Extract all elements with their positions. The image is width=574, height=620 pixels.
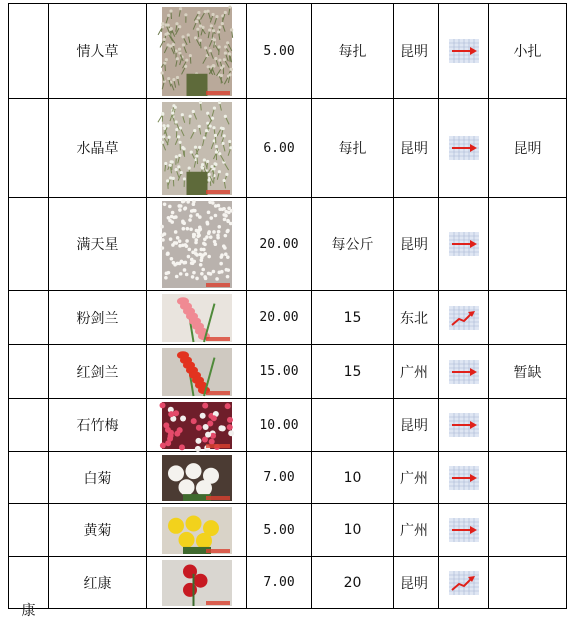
note: 昆明 <box>489 99 567 198</box>
flower-photo-cell <box>147 198 247 291</box>
price: 20.00 <box>247 198 312 291</box>
flower-price-table <box>8 3 567 609</box>
trend-cell <box>439 291 489 345</box>
category-cell <box>9 399 49 452</box>
trend-flat-icon <box>449 360 479 384</box>
flower-name: 满天星 <box>49 198 147 291</box>
trend-cell <box>439 99 489 198</box>
trend-cell <box>439 452 489 504</box>
note: 暂缺 <box>489 345 567 399</box>
flower-name: 黄菊 <box>49 504 147 557</box>
note <box>489 557 567 609</box>
price: 7.00 <box>247 557 312 609</box>
flower-name: 白菊 <box>49 452 147 504</box>
category-cell <box>9 198 49 291</box>
trend-cell <box>439 504 489 557</box>
note <box>489 399 567 452</box>
category-cell <box>9 452 49 504</box>
trend-cell <box>439 557 489 609</box>
flower-photo-cell <box>147 4 247 99</box>
unit: 15 <box>312 345 394 399</box>
origin: 昆明 <box>394 399 439 452</box>
flower-photo <box>162 348 232 396</box>
unit: 10 <box>312 452 394 504</box>
flower-name: 粉剑兰 <box>49 291 147 345</box>
unit: 每扎 <box>312 4 394 99</box>
unit: 20 <box>312 557 394 609</box>
trend-flat-icon <box>449 232 479 256</box>
flower-name: 水晶草 <box>49 99 147 198</box>
trend-cell <box>439 345 489 399</box>
origin: 昆明 <box>394 4 439 99</box>
origin: 昆明 <box>394 557 439 609</box>
origin: 广州 <box>394 452 439 504</box>
price: 10.00 <box>247 399 312 452</box>
table-row <box>9 198 567 291</box>
unit: 15 <box>312 291 394 345</box>
price: 5.00 <box>247 504 312 557</box>
flower-photo <box>162 402 232 449</box>
price: 20.00 <box>247 291 312 345</box>
category-cell <box>9 557 49 609</box>
table-row <box>9 452 567 504</box>
unit: 每公斤 <box>312 198 394 291</box>
price: 6.00 <box>247 99 312 198</box>
price: 15.00 <box>247 345 312 399</box>
trend-flat-icon <box>449 136 479 160</box>
flower-photo <box>162 7 232 96</box>
price: 5.00 <box>247 4 312 99</box>
flower-photo-cell <box>147 399 247 452</box>
origin: 昆明 <box>394 99 439 198</box>
flower-name: 石竹梅 <box>49 399 147 452</box>
origin: 昆明 <box>394 198 439 291</box>
note <box>489 198 567 291</box>
trend-flat-icon <box>449 466 479 490</box>
category-label: 康 <box>9 600 48 620</box>
trend-flat-icon <box>449 39 479 63</box>
category-cell <box>9 345 49 399</box>
category-cell <box>9 4 49 99</box>
flower-photo <box>162 560 232 606</box>
trend-cell <box>439 399 489 452</box>
table-row <box>9 4 567 99</box>
trend-cell <box>439 4 489 99</box>
trend-up-icon <box>449 306 479 330</box>
flower-photo <box>162 294 232 342</box>
table-row <box>9 345 567 399</box>
origin: 东北 <box>394 291 439 345</box>
flower-name: 红剑兰 <box>49 345 147 399</box>
flower-name: 情人草 <box>49 4 147 99</box>
flower-photo-cell <box>147 345 247 399</box>
table-row <box>9 99 567 198</box>
origin: 广州 <box>394 504 439 557</box>
table-row <box>9 504 567 557</box>
table-row <box>9 291 567 345</box>
trend-up-icon <box>449 571 479 595</box>
category-cell <box>9 504 49 557</box>
flower-photo <box>162 201 232 288</box>
category-cell <box>9 291 49 345</box>
price: 7.00 <box>247 452 312 504</box>
flower-photo-cell <box>147 452 247 504</box>
flower-photo-cell <box>147 504 247 557</box>
flower-name: 红康 <box>49 557 147 609</box>
trend-flat-icon <box>449 518 479 542</box>
table-row <box>9 399 567 452</box>
trend-flat-icon <box>449 413 479 437</box>
note: 小扎 <box>489 4 567 99</box>
note <box>489 452 567 504</box>
unit: 10 <box>312 504 394 557</box>
flower-photo <box>162 507 232 554</box>
table-row <box>9 557 567 609</box>
flower-photo <box>162 102 232 195</box>
flower-photo-cell <box>147 291 247 345</box>
trend-cell <box>439 198 489 291</box>
note <box>489 291 567 345</box>
flower-photo <box>162 455 232 501</box>
unit: 每扎 <box>312 99 394 198</box>
flower-photo-cell <box>147 557 247 609</box>
category-cell <box>9 99 49 198</box>
flower-photo-cell <box>147 99 247 198</box>
origin: 广州 <box>394 345 439 399</box>
unit <box>312 399 394 452</box>
note <box>489 504 567 557</box>
